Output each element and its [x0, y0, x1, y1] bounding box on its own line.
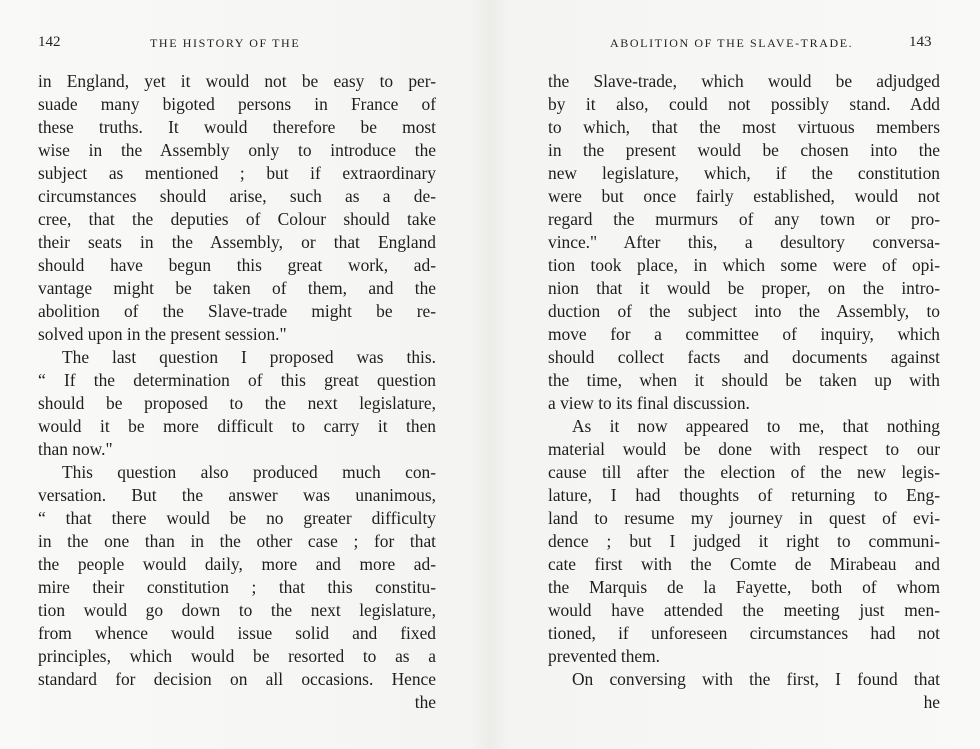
text-line: On conversing with the first, I found that [572, 669, 940, 689]
right-page [490, 0, 980, 749]
text-line: a view to its final discussion. [548, 393, 750, 413]
text-line: tion took place, in which some were of opi- [548, 255, 940, 275]
text-line: versation. But the answer was unanimous, [38, 485, 436, 505]
text-line: mire their constitution ; that this constitu- [38, 577, 436, 597]
catchword: the [414, 692, 436, 712]
text-line: would have attended the meeting just men- [548, 600, 940, 620]
text-line: regard the murmurs of any town or pro- [548, 209, 940, 229]
text-line: tioned, if unforeseen circumstances had not [548, 623, 940, 643]
text-line: abolition of the Slave-trade might be re- [38, 301, 436, 321]
text-line: land to resume my journey in quest of evi- [548, 508, 940, 528]
page-number: 142 [38, 34, 61, 50]
text-line: material would be done with respect to our [548, 439, 940, 459]
text-line: circumstances should arise, such as a de- [38, 186, 436, 206]
text-line: nion that it would be proper, on the intro- [548, 278, 940, 298]
text-line: wise in the Assembly only to introduce the [38, 140, 436, 160]
text-line: vince." After this, a desultory conversa- [548, 232, 940, 252]
catchword: he [923, 692, 940, 712]
text-line: subject as mentioned ; but if extraordinary [38, 163, 436, 183]
page-body [548, 70, 940, 714]
text-line: principles, which would be resorted to as a [38, 646, 436, 666]
text-line: “ If the determination of this great question [38, 370, 436, 390]
text-line: from whence would issue solid and fixed [38, 623, 436, 643]
text-line: dence ; but I judged it right to communi- [548, 531, 940, 551]
text-line: cate first with the Comte de Mirabeau and [548, 554, 940, 574]
text-line: to which, that the most virtuous members [548, 117, 940, 137]
text-line: cree, that the deputies of Colour should take [38, 209, 436, 229]
text-line: cause till after the election of the new legis- [548, 462, 940, 482]
text-line: “ that there would be no greater difficulty [38, 508, 436, 528]
text-line: in the present would be chosen into the [548, 140, 940, 160]
text-line: their seats in the Assembly, or that England [38, 232, 436, 252]
text-line: should have begun this great work, ad- [38, 255, 436, 275]
text-line: in England, yet it would not be easy to per- [38, 71, 436, 91]
text-line: these truths. It would therefore be most [38, 117, 436, 137]
text-line: than now." [38, 439, 113, 459]
text-line: vantage might be taken of them, and the [38, 278, 436, 298]
text-line: As it now appeared to me, that nothing [572, 416, 940, 436]
text-line: This question also produced much con- [62, 462, 436, 482]
text-line: the people would daily, more and more ad- [38, 554, 436, 574]
running-head: ABOLITION OF THE SLAVE-TRADE. [610, 36, 854, 50]
text-line: solved upon in the present session." [38, 324, 287, 344]
text-line: standard for decision on all occasions. Hence [38, 669, 436, 689]
page-body [38, 70, 436, 714]
text-line: prevented them. [548, 646, 661, 666]
text-line: duction of the subject into the Assembly, to [548, 301, 940, 321]
running-head: THE HISTORY OF THE [150, 36, 301, 50]
text-line: the Marquis de la Fayette, both of whom [548, 577, 940, 597]
text-line: new legislature, which, if the constitution [548, 163, 940, 183]
text-line: the Slave-trade, which would be adjudged [548, 71, 940, 91]
text-line: should be proposed to the next legislature, [38, 393, 436, 413]
text-line: suade many bigoted persons in France of [38, 94, 436, 114]
text-line: should collect facts and documents against [548, 347, 940, 367]
page-number: 143 [909, 34, 932, 50]
text-line: lature, I had thoughts of returning to Eng- [548, 485, 940, 505]
text-line: the time, when it should be taken up with [548, 370, 940, 390]
text-line: move for a committee of inquiry, which [548, 324, 940, 344]
text-line: The last question I proposed was this. [62, 347, 436, 367]
text-line: by it also, could not possibly stand. Add [548, 94, 940, 114]
text-line: were but once fairly established, would not [548, 186, 940, 206]
text-line: in the one than in the other case ; for that [38, 531, 436, 551]
text-line: tion would go down to the next legislature, [38, 600, 436, 620]
text-line: would it be more difficult to carry it then [38, 416, 436, 436]
